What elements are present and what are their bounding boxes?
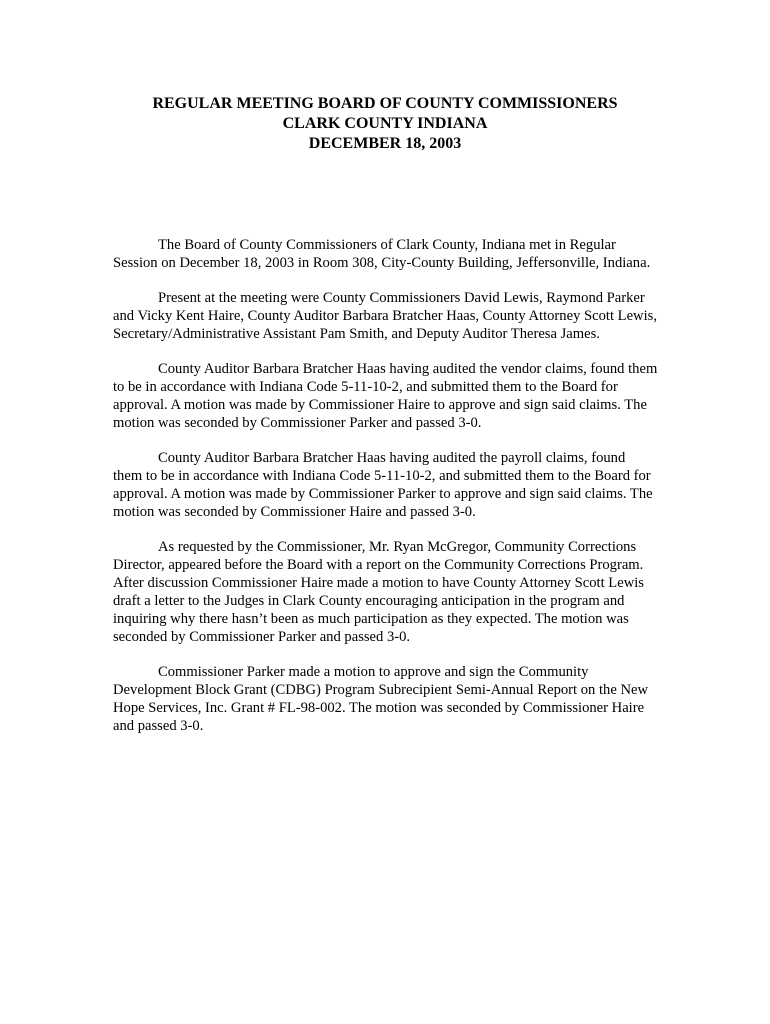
- paragraph-vendor-claims: County Auditor Barbara Bratcher Haas having audited the vendor claims, found them to be in accordance with Indiana Code 5-11-10-2, and submitted them to the Board for approval. A motion was made by Commissioner Haire to approve and sign said claims. The motion was seconded by Commissioner Parker and passed 3-0.: [113, 361, 658, 431]
- paragraph-session-info: The Board of County Commissioners of Clark County, Indiana met in Regular Session on December 18, 2003 in Room 308, City-County Building, Jeffersonville, Indiana.: [113, 237, 651, 271]
- title-line-county: CLARK COUNTY INDIANA: [282, 115, 488, 132]
- minutes-body: [113, 236, 658, 752]
- title-line-board: REGULAR MEETING BOARD OF COUNTY COMMISSIONERS: [152, 95, 618, 112]
- paragraph-community-corrections: As requested by the Commissioner, Mr. Ryan McGregor, Community Corrections Director, appeared before the Board with a report on the Community Corrections Program. After discussion Commissioner Haire made a motion to have County Attorney Scott Lewis draft a letter to the Judges in Clark County encouraging anticipation in the program and inquiring why there hasn’t been as much participation as they expected. The motion was seconded by Commissioner Parker and passed 3-0.: [113, 539, 644, 645]
- paragraph-cdbg-report: Commissioner Parker made a motion to approve and sign the Community Development Block Grant (CDBG) Program Subrecipient Semi-Annual Report on the New Hope Services, Inc. Grant # FL-98-002. The motion was seconded by Commissioner Haire and passed 3-0.: [113, 664, 648, 734]
- paragraph-attendance: Present at the meeting were County Commissioners David Lewis, Raymond Parker and Vicky Kent Haire, County Auditor Barbara Bratcher Haas, County Attorney Scott Lewis, Secretary/Administrative Assistant Pam Smith, and Deputy Auditor Theresa James.: [113, 290, 657, 342]
- paragraph-payroll-claims: County Auditor Barbara Bratcher Haas having audited the payroll claims, found them to be in accordance with Indiana Code 5-11-10-2, and submitted them to the Board for approval. A motion was made by Commissioner Parker to approve and sign said claims. The motion was seconded by Commissioner Haire and passed 3-0.: [113, 450, 653, 520]
- title-line-date: DECEMBER 18, 2003: [308, 135, 462, 152]
- document-title: [0, 94, 770, 154]
